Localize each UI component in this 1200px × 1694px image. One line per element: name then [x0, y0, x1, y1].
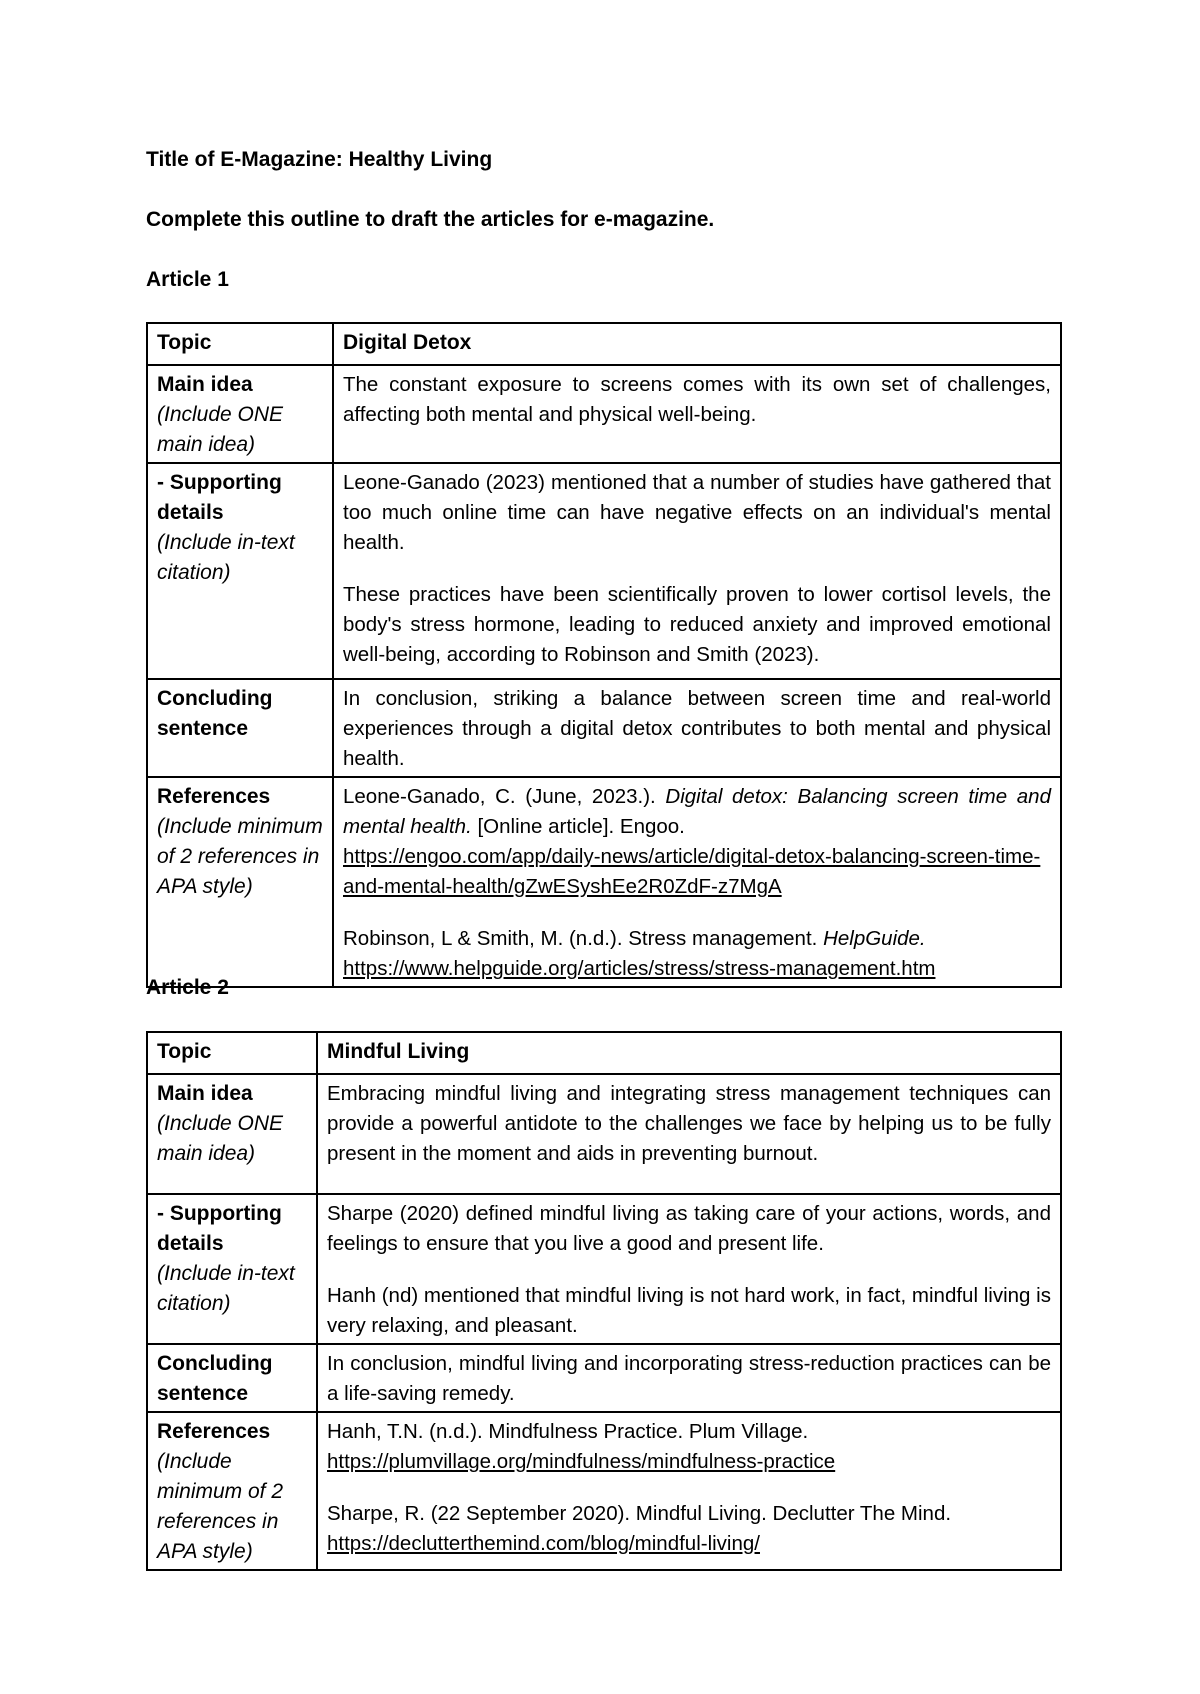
reference-1-text: Hanh, T.N. (n.d.). Mindfulness Practice. Plum Village. — [327, 1420, 809, 1443]
supporting-label-cell — [147, 1194, 317, 1344]
page-title: Title of E-Magazine: Healthy Living — [146, 148, 493, 171]
concluding-label: Concluding sentence — [157, 1352, 273, 1405]
supporting-details-cell — [317, 1194, 1061, 1344]
table-row — [147, 1412, 1061, 1570]
reference-1-title: Digital detox: Balancing screen time and mental health. — [343, 785, 1051, 838]
table-row — [147, 1344, 1061, 1412]
table-row — [147, 679, 1061, 777]
main-idea-label: Main idea — [157, 1082, 253, 1105]
topic-label-cell — [147, 323, 333, 365]
supporting-label: - Supporting details — [157, 471, 282, 524]
topic-value: Mindful Living — [317, 1032, 1061, 1074]
references-label: References — [157, 1420, 271, 1443]
table-row — [147, 463, 1061, 679]
main-idea-label-cell — [147, 1074, 317, 1194]
supporting-note: (Include in-text citation) — [157, 1262, 295, 1315]
references-cell — [317, 1412, 1061, 1570]
table-row — [147, 323, 1061, 365]
main-idea-label: Main idea — [157, 373, 253, 396]
concluding-label-cell — [147, 679, 333, 777]
references-note: (Include minimum of 2 references in APA style) — [157, 815, 323, 898]
topic-value: Digital Detox — [333, 323, 1061, 365]
references-label-cell — [147, 1412, 317, 1570]
table-row — [147, 1194, 1061, 1344]
table-row — [147, 777, 1061, 987]
reference-2-site: HelpGuide. — [823, 927, 926, 950]
supporting-detail-1: Leone-Ganado (2023) mentioned that a number of studies have gathered that too much online time can have negative effects on an individual's mental health. — [343, 471, 1051, 554]
reference-1-rest: [Online article]. Engoo. — [477, 815, 685, 838]
supporting-detail-2: Hanh (nd) mentioned that mindful living is not hard work, in fact, mindful living is very relaxing, and pleasant. — [327, 1284, 1051, 1337]
supporting-label-cell — [147, 463, 333, 679]
topic-label: Topic — [157, 1040, 212, 1063]
main-idea-note: (Include ONE main idea) — [157, 403, 284, 456]
main-idea-label-cell — [147, 365, 333, 463]
concluding-value: In conclusion, striking a balance between screen time and real-world experiences through a digital detox contributes to both mental and physical health. — [333, 679, 1061, 777]
references-label: References — [157, 785, 271, 808]
table-row — [147, 1074, 1061, 1194]
main-idea-value: Embracing mindful living and integrating stress management techniques can provide a powerful antidote to the challenges we face by helping us to be fully present in the moment and aids in preventing burnout. — [317, 1074, 1061, 1194]
instruction-text: Complete this outline to draft the articles for e-magazine. — [146, 208, 715, 231]
reference-2-link[interactable]: https://declutterthemind.com/blog/mindful-living/ — [327, 1532, 760, 1555]
table-row — [147, 1032, 1061, 1074]
reference-2-text: Sharpe, R. (22 September 2020). Mindful Living. Declutter The Mind. — [327, 1502, 952, 1525]
supporting-detail-1: Sharpe (2020) defined mindful living as taking care of your actions, words, and feelings to ensure that you live a good and present life. — [327, 1202, 1051, 1255]
concluding-label-cell — [147, 1344, 317, 1412]
reference-1-link[interactable]: https://engoo.com/app/daily-news/article/digital-detox-balancing-screen-time-and-mental-health/gZwESyshEe2R0ZdF-z7MgA — [343, 845, 1041, 898]
article-1-outline-table — [146, 322, 1062, 988]
supporting-details-cell — [333, 463, 1061, 679]
reference-2-link[interactable]: https://www.helpguide.org/articles/stress/stress-management.htm — [343, 957, 936, 980]
references-cell — [333, 777, 1061, 987]
supporting-note: (Include in-text citation) — [157, 531, 295, 584]
reference-1-authors: Leone-Ganado, C. (June, 2023.). — [343, 785, 656, 808]
topic-label: Topic — [157, 331, 212, 354]
topic-label-cell — [147, 1032, 317, 1074]
concluding-value: In conclusion, mindful living and incorporating stress-reduction practices can be a life-saving remedy. — [317, 1344, 1061, 1412]
reference-1-link[interactable]: https://plumvillage.org/mindfulness/mindfulness-practice — [327, 1450, 836, 1473]
article-2-outline-table — [146, 1031, 1062, 1571]
main-idea-value: The constant exposure to screens comes with its own set of challenges, affecting both mental and physical well-being. — [333, 365, 1061, 463]
main-idea-note: (Include ONE main idea) — [157, 1112, 284, 1165]
article-2-heading: Article 2 — [146, 976, 229, 999]
references-label-cell — [147, 777, 333, 987]
references-note: (Include minimum of 2 references in APA style) — [157, 1450, 284, 1563]
article-1-heading: Article 1 — [146, 268, 229, 291]
supporting-detail-2: These practices have been scientifically proven to lower cortisol levels, the body's stress hormone, leading to reduced anxiety and improved emotional well-being, according to Robinson and Smith (2023). — [343, 583, 1051, 666]
supporting-label: - Supporting details — [157, 1202, 282, 1255]
concluding-label: Concluding sentence — [157, 687, 273, 740]
reference-2-text: Robinson, L & Smith, M. (n.d.). Stress management. — [343, 927, 818, 950]
table-row — [147, 365, 1061, 463]
